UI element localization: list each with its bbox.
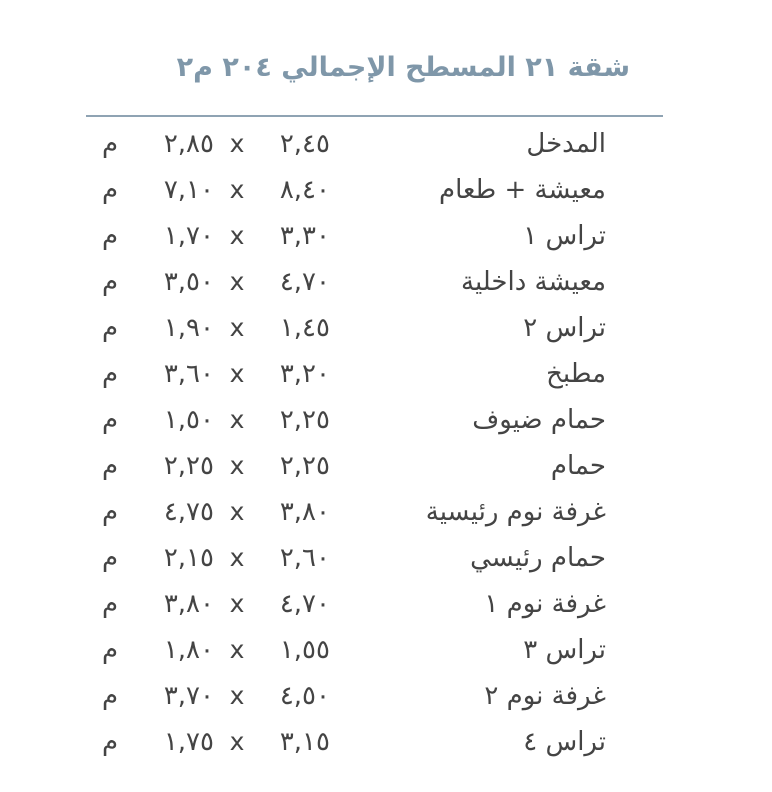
table-row (0, 719, 772, 765)
room-dimension-2: ٣,٧٠ (163, 681, 214, 711)
room-name: تراس ٢ (523, 313, 606, 343)
room-name: معيشة + طعام (438, 175, 606, 205)
multiply-sign: x (229, 727, 245, 756)
table-row (0, 535, 772, 581)
room-name: مطبخ (546, 359, 606, 389)
unit-label: م (102, 313, 119, 343)
room-dimension-2: ٢,٨٥ (163, 129, 214, 159)
room-dimension-2: ٤,٧٥ (163, 497, 214, 527)
room-name: حمام ضيوف (472, 405, 606, 435)
unit-label: م (102, 405, 119, 435)
room-dimension-2: ٣,٨٠ (163, 589, 214, 619)
room-dimension-1: ٣,٨٠ (279, 497, 330, 527)
room-dimension-2: ٢,١٥ (163, 543, 214, 573)
multiply-sign: x (229, 267, 245, 296)
table-row (0, 581, 772, 627)
room-name: غرفة نوم رئيسية (425, 497, 606, 527)
title-divider (86, 115, 663, 117)
room-dimension-1: ٨,٤٠ (279, 175, 330, 205)
table-row (0, 305, 772, 351)
table-row (0, 627, 772, 673)
room-name: غرفة نوم ١ (484, 589, 606, 619)
unit-label: م (102, 451, 119, 481)
multiply-sign: x (229, 451, 245, 480)
multiply-sign: x (229, 175, 245, 204)
multiply-sign: x (229, 635, 245, 664)
multiply-sign: x (229, 589, 245, 618)
table-row (0, 259, 772, 305)
room-dimension-1: ٤,٧٠ (279, 589, 330, 619)
multiply-sign: x (229, 129, 245, 158)
room-dimension-2: ٣,٦٠ (163, 359, 214, 389)
multiply-sign: x (229, 359, 245, 388)
room-name: تراس ٤ (523, 727, 606, 757)
room-name: معيشة داخلية (461, 267, 606, 297)
room-dimension-1: ٣,١٥ (279, 727, 330, 757)
dimensions-table (0, 121, 772, 765)
unit-label: م (102, 267, 119, 297)
unit-label: م (102, 497, 119, 527)
room-dimension-2: ١,٥٠ (163, 405, 214, 435)
room-dimension-1: ٢,٢٥ (279, 451, 330, 481)
unit-label: م (102, 589, 119, 619)
unit-label: م (102, 359, 119, 389)
room-name: حمام رئيسي (470, 543, 606, 573)
unit-label: م (102, 129, 119, 159)
multiply-sign: x (229, 313, 245, 342)
room-dimension-2: ٧,١٠ (163, 175, 214, 205)
table-row (0, 167, 772, 213)
room-dimension-2: ١,٩٠ (163, 313, 214, 343)
table-row (0, 489, 772, 535)
table-row (0, 397, 772, 443)
unit-label: م (102, 727, 119, 757)
room-dimension-2: ١,٧٥ (163, 727, 214, 757)
multiply-sign: x (229, 543, 245, 572)
table-row (0, 213, 772, 259)
page-title: شقة ٢١ المسطح الإجمالي ٢٠٤ م٢ (176, 52, 630, 83)
table-row (0, 121, 772, 167)
room-name: تراس ١ (523, 221, 606, 251)
room-dimension-1: ٢,٢٥ (279, 405, 330, 435)
room-dimension-2: ١,٨٠ (163, 635, 214, 665)
table-row (0, 351, 772, 397)
room-dimension-1: ٣,٣٠ (279, 221, 330, 251)
room-dimension-1: ٤,٥٠ (279, 681, 330, 711)
table-row (0, 443, 772, 489)
multiply-sign: x (229, 497, 245, 526)
multiply-sign: x (229, 221, 245, 250)
table-row (0, 673, 772, 719)
multiply-sign: x (229, 681, 245, 710)
unit-label: م (102, 221, 119, 251)
room-name: المدخل (526, 129, 606, 159)
multiply-sign: x (229, 405, 245, 434)
room-dimension-2: ١,٧٠ (163, 221, 214, 251)
room-dimension-1: ٤,٧٠ (279, 267, 330, 297)
room-dimension-1: ٣,٢٠ (279, 359, 330, 389)
unit-label: م (102, 681, 119, 711)
room-dimension-1: ٢,٦٠ (279, 543, 330, 573)
unit-label: م (102, 635, 119, 665)
room-dimension-1: ٢,٤٥ (279, 129, 330, 159)
unit-label: م (102, 543, 119, 573)
room-dimension-2: ٣,٥٠ (163, 267, 214, 297)
room-dimension-2: ٢,٢٥ (163, 451, 214, 481)
room-name: غرفة نوم ٢ (484, 681, 606, 711)
room-name: تراس ٣ (523, 635, 606, 665)
room-dimension-1: ١,٤٥ (279, 313, 330, 343)
room-dimension-1: ١,٥٥ (279, 635, 330, 665)
unit-label: م (102, 175, 119, 205)
room-name: حمام (550, 451, 606, 481)
